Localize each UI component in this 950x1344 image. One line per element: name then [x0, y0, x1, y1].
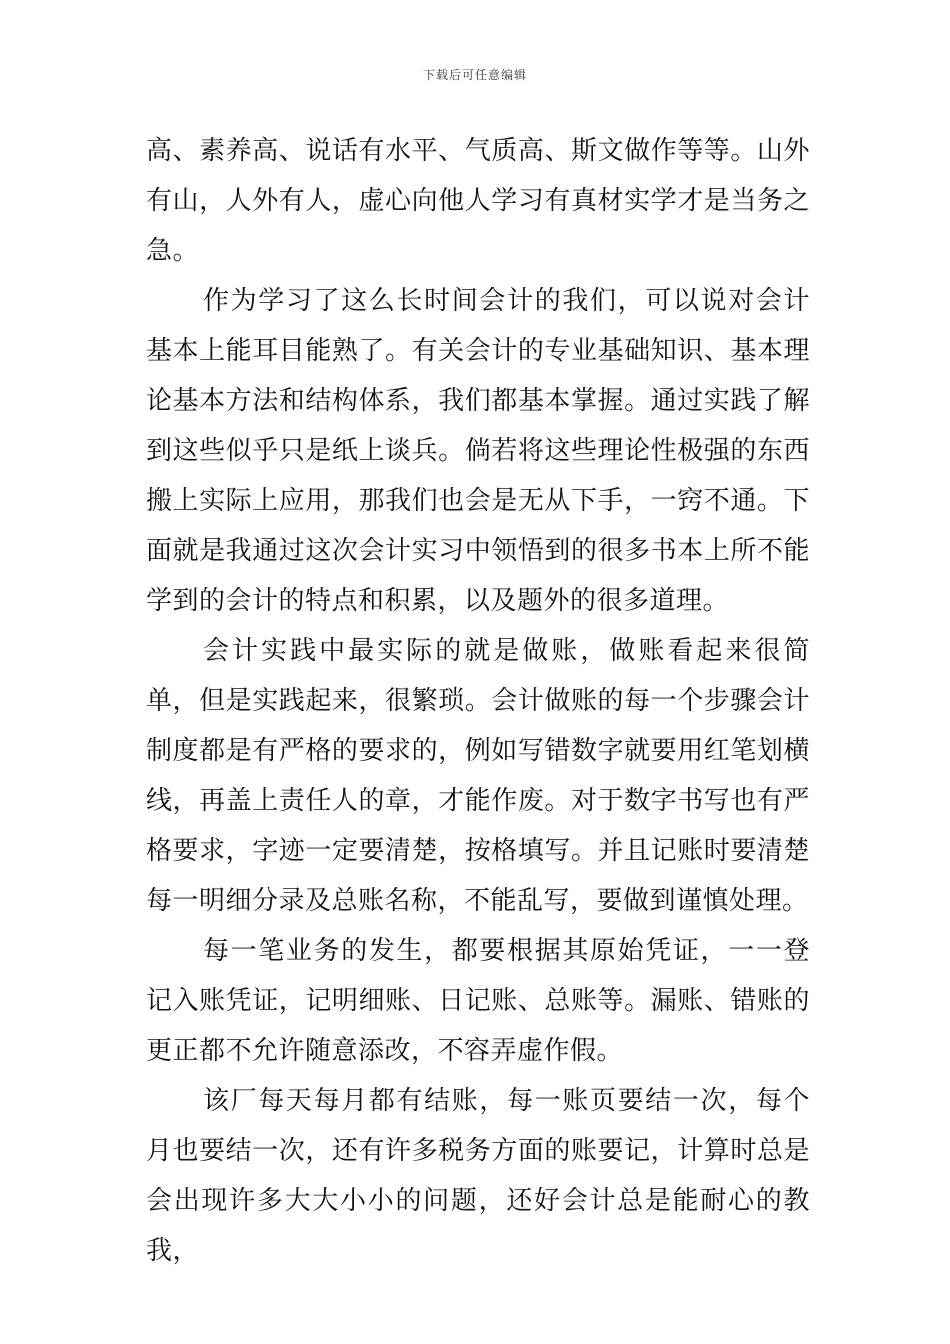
paragraph: 会计实践中最实际的就是做账，做账看起来很简单，但是实践起来，很繁琐。会计做账的每一个步骤会计制度都是有严格的要求的，例如写错数字就要用红笔划横线，再盖上责任人的章，才能作废。对于数字书写也有严格要求，字迹一定要清楚，按格填写。并且记账时要清楚每一明细分录及总账名称，不能乱写，要做到谨慎处理。 [146, 636, 810, 916]
paragraph: 每一笔业务的发生，都要根据其原始凭证，一一登记入账凭证，记明细账、日记账、总账等。漏账、错账的更正都不允许随意添改，不容弄虚作假。 [146, 936, 810, 1066]
paragraph: 该厂每天每月都有结账，每一账页要结一次，每个月也要结一次，还有许多税务方面的账要记，计算时总是会出现许多大大小小的问题，还好会计总是能耐心的教我， [146, 1086, 810, 1266]
document-body [146, 126, 810, 1276]
page-header: 下载后可任意编辑 [422, 68, 527, 82]
paragraph: 高、素养高、说话有水平、气质高、斯文做作等等。山外有山，人外有人，虚心向他人学习有真材实学才是当务之急。 [146, 136, 810, 266]
paragraph: 作为学习了这么长时间会计的我们，可以说对会计基本上能耳目能熟了。有关会计的专业基础知识、基本理论基本方法和结构体系，我们都基本掌握。通过实践了解到这些似乎只是纸上谈兵。倘若将这些理论性极强的东西搬上实际上应用，那我们也会是无从下手，一窍不通。下面就是我通过这次会计实习中领悟到的很多书本上所不能学到的会计的特点和积累，以及题外的很多道理。 [146, 286, 810, 616]
